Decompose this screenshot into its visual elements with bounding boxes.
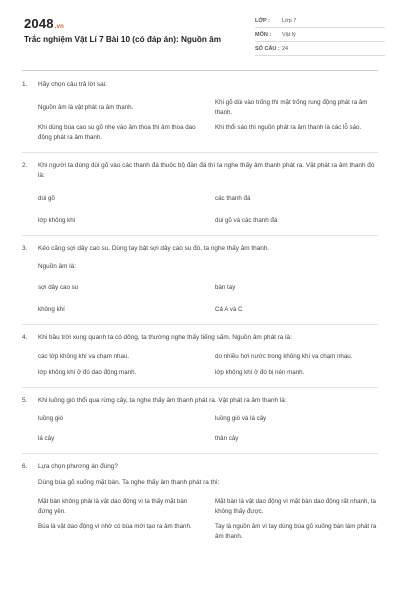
- meta-row-subject: [255, 28, 385, 42]
- answer-option[interactable]: dùi gõ: [38, 195, 55, 202]
- answer-option[interactable]: không khí: [38, 305, 65, 313]
- answer-option[interactable]: Tay là nguồn âm vì tay dùng búa gõ xuống bàn làm phát ra âm thanh.: [215, 523, 377, 540]
- question-text: Khi luồng gió thổi qua rừng cây, ta nghe thấy âm thanh phát ra. Vật phát ra âm thanh là:: [38, 397, 287, 404]
- question-3: [22, 244, 378, 317]
- answer-option[interactable]: luồng gió và lá cây: [215, 415, 267, 422]
- answer-options: [38, 494, 378, 544]
- question-1: [22, 80, 378, 145]
- answer-option[interactable]: lớp không khí: [38, 216, 76, 224]
- answer-option[interactable]: do nhiều hơi nước trong không khí va chạm nhau.: [215, 353, 353, 360]
- answer-options: [38, 280, 378, 317]
- question-number: 2.: [22, 162, 28, 169]
- logo-suffix: .vn: [54, 24, 65, 30]
- answer-option[interactable]: Khi gõ dùi vào trống thì mặt trống rung động phát ra âm thanh.: [215, 99, 368, 116]
- quiz-meta-panel: [255, 14, 385, 56]
- answer-option[interactable]: lớp không khí ở đó bị nén mạnh.: [215, 368, 305, 376]
- question-divider: [22, 235, 378, 236]
- answer-option[interactable]: Mặt bàn không phải là vật dao động vì ta thấy mặt bàn đứng yên.: [38, 498, 188, 515]
- answer-option[interactable]: Khi thổi sáo thì nguồn phát ra âm thanh là các lỗ sáo.: [215, 124, 362, 131]
- question-number: 1.: [22, 81, 28, 88]
- question-text: Hãy chọn câu trả lời sai:: [38, 81, 107, 88]
- question-list: [22, 80, 378, 544]
- question-number: 4.: [22, 334, 28, 341]
- meta-key: MÔN :: [255, 31, 272, 38]
- question-text: Khi người ta dùng dùi gõ vào các thanh đá thuộc bộ đàn đá thì ta nghe thấy âm thanh phát ra. Vật phát ra âm thanh đó là:: [38, 162, 375, 179]
- answer-option[interactable]: các lớp không khí va chạm nhau.: [38, 353, 130, 360]
- question-subtext: Dùng búa gõ xuống mặt bàn. Ta nghe thấy âm thanh phát ra thì:: [38, 479, 220, 486]
- question-divider: [22, 324, 378, 325]
- page-title: Trắc nghiệm Vật Lí 7 Bài 10 (có đáp án): Nguồn âm: [24, 35, 221, 44]
- answer-option[interactable]: các thanh đá: [215, 195, 251, 202]
- answer-options: [38, 411, 378, 446]
- answer-option[interactable]: Mặt bàn là vật dao động vì mặt bàn dao động rất nhanh, ta không thấy được.: [215, 498, 376, 515]
- answer-option[interactable]: dùi gõ và các thanh đá: [215, 216, 278, 224]
- meta-value: Vật lý: [282, 31, 296, 38]
- question-number: 3.: [22, 245, 28, 252]
- logo-main: 2048: [24, 16, 54, 31]
- answer-option[interactable]: lớp không khí ở đó dao động mạnh.: [38, 368, 137, 376]
- question-divider: [22, 453, 378, 454]
- question-text: Kéo căng sợi dây cao su. Dùng tay bật sợi dây cao su đó, ta nghe thấy âm thanh.: [38, 245, 270, 252]
- answer-option[interactable]: sợi dây cao su: [38, 284, 79, 291]
- answer-option[interactable]: Cả A và C: [215, 305, 243, 313]
- question-text: Lựa chọn phương án đúng?: [38, 463, 118, 470]
- question-6: [22, 462, 378, 544]
- site-logo[interactable]: [24, 16, 64, 31]
- meta-row-count: [255, 42, 385, 56]
- meta-key: SỐ CÂU :: [255, 45, 280, 52]
- answer-options: [38, 349, 378, 380]
- answer-option[interactable]: thân cây: [215, 434, 239, 442]
- meta-row-class: [255, 14, 385, 28]
- answer-option[interactable]: Búa là vật dao động vì nhờ có búa mới tạo ra âm thanh.: [38, 523, 192, 530]
- answer-option[interactable]: Nguồn âm là vật phát ra âm thanh.: [38, 104, 134, 111]
- answer-options: [38, 191, 378, 228]
- question-5: [22, 396, 378, 446]
- meta-value: Lớp 7: [282, 17, 297, 24]
- question-divider: [22, 152, 378, 153]
- answer-option[interactable]: luồng gió: [38, 415, 64, 422]
- answer-option[interactable]: bàn tay: [215, 284, 236, 291]
- question-number: 6.: [22, 463, 28, 470]
- question-divider: [22, 387, 378, 388]
- question-number: 5.: [22, 397, 28, 404]
- answer-option[interactable]: Khi dùng búa cao su gõ nhẹ vào âm thoa thì âm thoa dao động phát ra âm thanh.: [38, 124, 196, 141]
- question-4: [22, 333, 378, 380]
- answer-option[interactable]: lá cây: [38, 434, 55, 442]
- question-text: Khi bầu trời xung quanh ta có dông, ta thường nghe thấy tiếng sấm. Nguồn âm phát ra là:: [38, 334, 292, 341]
- meta-value: 24: [282, 45, 289, 52]
- answer-options: [38, 95, 378, 145]
- question-2: [22, 161, 378, 228]
- header-divider: [22, 70, 378, 71]
- question-subtext: Nguồn âm là:: [38, 263, 77, 270]
- meta-key: LỚP :: [255, 17, 270, 24]
